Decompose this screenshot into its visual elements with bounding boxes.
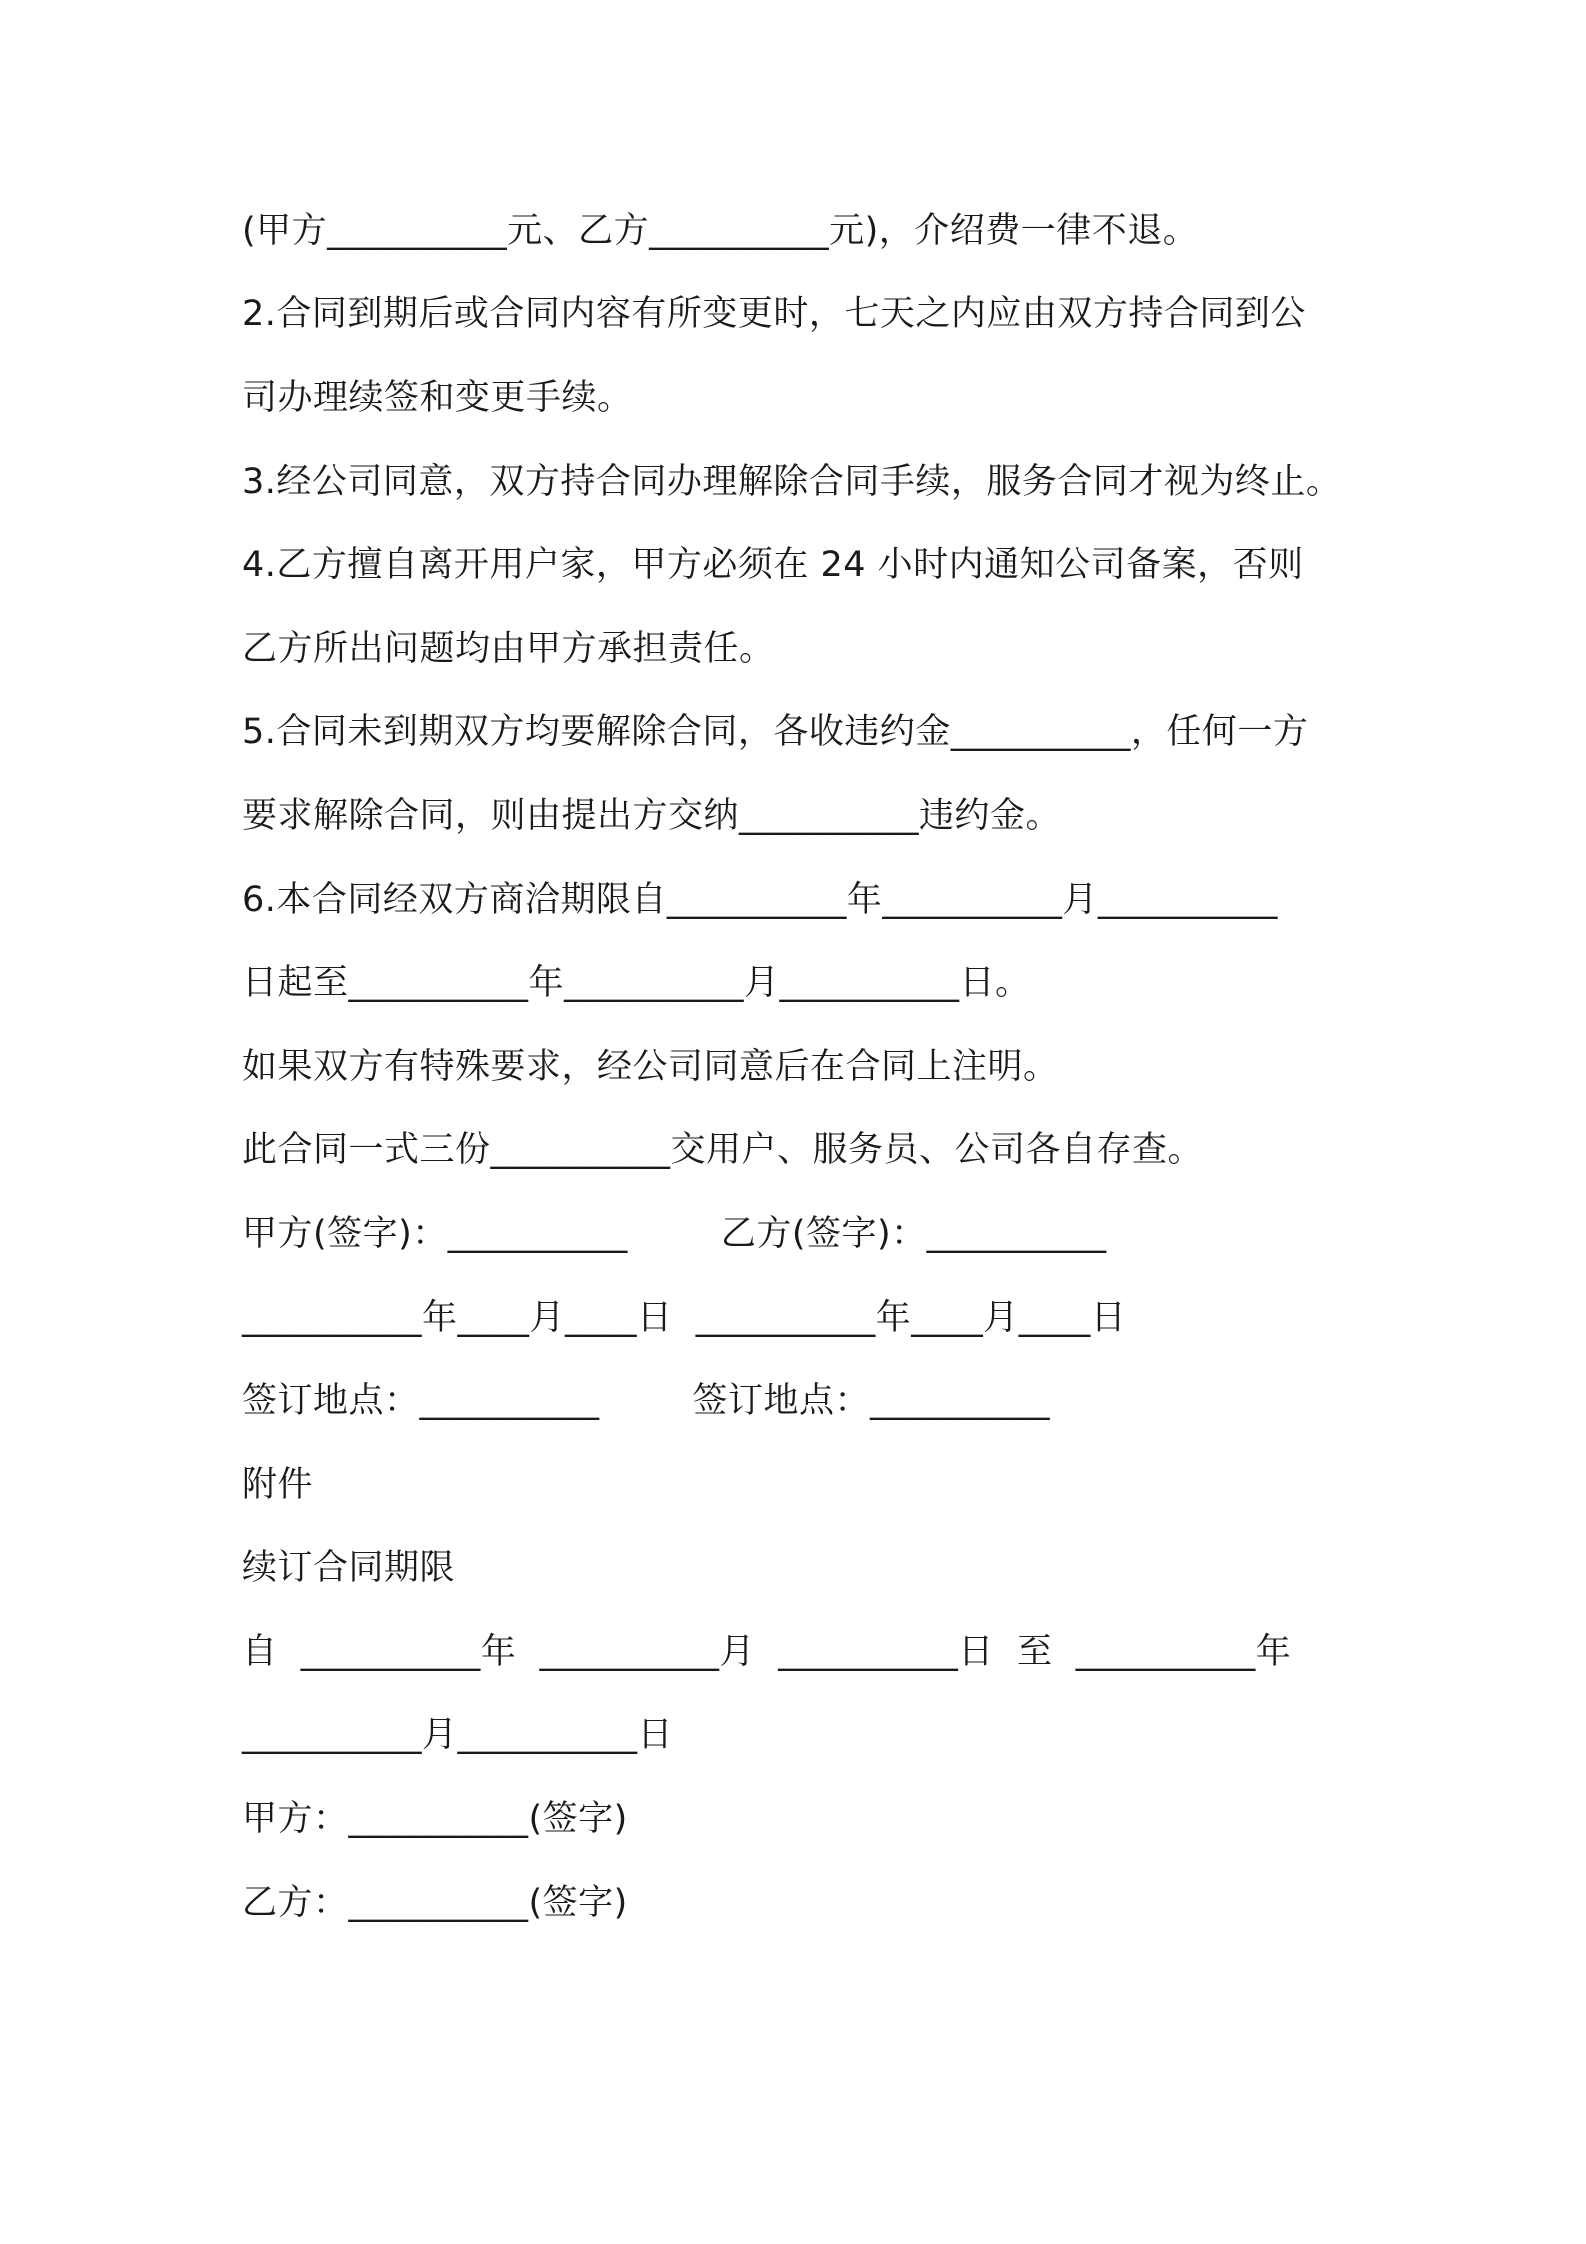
fee-line: (甲方__________元、乙方__________元)，介绍费一律不退。 <box>242 211 1199 251</box>
clause-3: 3.经公司同意，双方持合同办理解除合同手续，服务合同才视为终止。 <box>242 462 1342 502</box>
signature-line: 甲方(签字)：__________ 乙方(签字)：__________ <box>242 1214 1107 1254</box>
signing-place-line: 签订地点：__________ 签订地点：__________ <box>242 1381 1051 1421</box>
clause-5-line-1: 5.合同未到期双方均要解除合同，各收违约金__________，任何一方 <box>242 712 1309 752</box>
special-requirements: 如果双方有特殊要求，经公司同意后在合同上注明。 <box>242 1047 1059 1087</box>
copies-line: 此合同一式三份__________交用户、服务员、公司各自存查。 <box>242 1130 1204 1170</box>
clause-6-line-2: 日起至__________年__________月__________日。 <box>242 963 1031 1003</box>
clause-4-line-2: 乙方所出问题均由甲方承担责任。 <box>242 629 775 669</box>
party-a-signature: 甲方：__________(签字) <box>242 1799 628 1839</box>
attachment-heading: 附件 <box>242 1465 314 1505</box>
clause-2-line-1: 2.合同到期后或合同内容有所变更时，七天之内应由双方持合同到公 <box>242 294 1306 334</box>
clause-4-line-1: 4.乙方擅自离开用户家，甲方必须在 24 小时内通知公司备案，否则 <box>242 545 1304 585</box>
renewal-period-line-1: 自 __________年 __________月 __________日 至 __________年 <box>242 1632 1292 1672</box>
clause-5-line-2: 要求解除合同，则由提出方交纳__________违约金。 <box>242 796 1062 836</box>
clause-2-line-2: 司办理续签和变更手续。 <box>242 378 633 418</box>
renewal-period-line-2: __________月__________日 <box>242 1715 674 1755</box>
party-b-signature: 乙方：__________(签字) <box>242 1883 628 1923</box>
clause-6-line-1: 6.本合同经双方商洽期限自__________年__________月__________ <box>242 880 1278 920</box>
signature-date-line: __________年____月____日 __________年____月____日 <box>242 1298 1127 1338</box>
renewal-heading: 续订合同期限 <box>242 1548 456 1588</box>
